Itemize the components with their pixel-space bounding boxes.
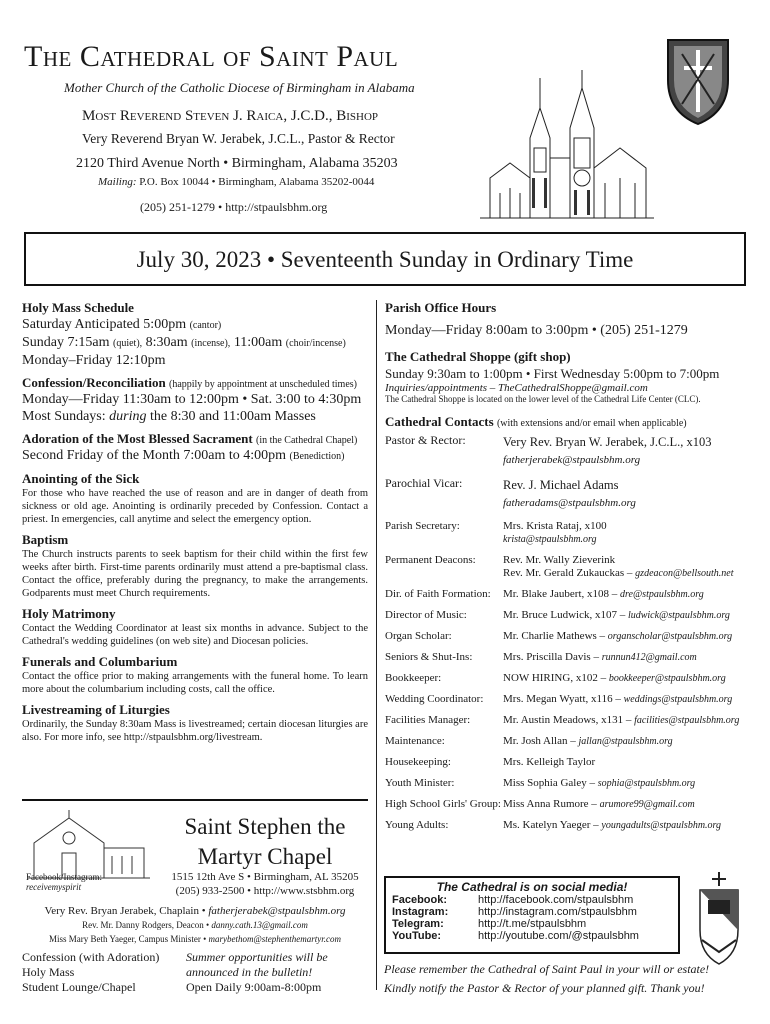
social-platform: Facebook: — [392, 894, 448, 906]
adoration-title — [22, 431, 368, 447]
baptism — [22, 532, 368, 600]
contact-row — [385, 672, 750, 685]
contacts — [385, 414, 750, 832]
baptism-text: The Church instructs parents to seek baptism for their child within the first few weeks after birth. First-time parents ordinarily must attend a pre-baptismal class. Contact the office, preferably during the pregnancy, to make the arrangements. Godparents must meet Church requirements. — [22, 549, 368, 599]
chapel-schedule-row — [22, 950, 368, 965]
deacon-email: danny.cath.13@gmail.com — [211, 920, 308, 930]
contact-role: Organ Scholar: — [385, 630, 452, 642]
contact-row — [385, 630, 750, 643]
contacts-note: (with extensions and/or email when applicable) — [496, 418, 687, 429]
confession-heading: Confession/Reconciliation — [22, 375, 166, 390]
chapel-schedule-row — [22, 965, 368, 980]
contact-role: Pastor & Rector: — [385, 433, 466, 447]
mailing-label: Mailing: — [98, 176, 137, 188]
livestream-title: Livestreaming of Liturgies — [22, 702, 170, 717]
coat-of-arms-icon — [690, 870, 748, 966]
social-row — [392, 894, 672, 906]
deacon-name: Rev. Mr. Danny Rodgers, Deacon • — [82, 920, 212, 930]
contact-row — [385, 798, 750, 811]
chapel-social-handle: receivemyspirit — [26, 882, 82, 892]
chapel-schedule-label: Student Lounge/Chapel — [22, 980, 136, 994]
contact-row — [385, 693, 750, 706]
deacon-line — [22, 918, 368, 932]
shoppe-hours: Sunday 9:30am to 1:00pm • First Wednesday 5:00pm to 7:00pm — [385, 366, 720, 381]
mass-schedule — [22, 300, 368, 369]
social-row — [392, 918, 672, 930]
contact-detail — [503, 520, 750, 546]
contact-name: NOW HIRING, x102 – — [503, 672, 609, 684]
contacts-heading: Cathedral Contacts — [385, 414, 494, 429]
social-list — [392, 894, 672, 942]
phone-web-line: (205) 251-1279 • http://stpaulsbhm.org — [140, 200, 328, 214]
social-platform: Instagram: — [392, 906, 449, 918]
contact-name: Miss Sophia Galey – — [503, 777, 598, 789]
contact-role: Permanent Deacons: — [385, 554, 476, 566]
contact-name-2: Rev. Mr. Gerald Zukauckas – — [503, 567, 636, 579]
contact-name: Mr. Bruce Ludwick, x107 – — [503, 609, 628, 621]
chapel-schedule-value: announced in the bulletin! — [186, 965, 313, 979]
contact-name: Mr. Austin Meadows, x131 – — [503, 714, 635, 726]
contact-name: Mrs. Priscilla Davis – — [503, 651, 602, 663]
contact-name: Mrs. Megan Wyatt, x116 – — [503, 693, 624, 705]
contact-detail — [503, 819, 750, 832]
confession-sunday-b: during — [109, 409, 147, 424]
chaplain-line — [22, 904, 368, 918]
mass-sunday-note-3: (choir/incense) — [285, 338, 346, 349]
cathedral-illustration — [470, 68, 662, 228]
chapel-divider — [22, 799, 368, 801]
contact-role: Youth Minister: — [385, 777, 455, 789]
diocese-crest-icon — [660, 34, 736, 126]
campus-email: marybethom@stephenthemartyr.com — [208, 934, 342, 944]
social-platform: YouTube: — [392, 930, 442, 942]
chapel-staff — [22, 904, 368, 946]
contact-email[interactable]: ludwick@stpaulsbhm.org — [627, 610, 730, 621]
contact-email[interactable]: krista@stpaulsbhm.org — [503, 534, 597, 545]
confession-sunday — [22, 408, 368, 425]
contact-row — [385, 554, 750, 580]
anointing-title: Anointing of the Sick — [22, 471, 140, 486]
contact-row — [385, 477, 750, 512]
contact-email[interactable]: facilities@stpaulsbhm.org — [634, 715, 740, 726]
chaplain-email: fatherjerabek@stpaulsbhm.org — [208, 905, 346, 917]
contact-email[interactable]: bookkeeper@stpaulsbhm.org — [608, 673, 726, 684]
contact-role: Parish Secretary: — [385, 520, 460, 532]
confession-title — [22, 375, 368, 391]
mass-sunday — [22, 334, 368, 352]
contact-detail — [503, 714, 750, 727]
mass-sunday-time-1: Sunday 7:15am — [22, 335, 110, 350]
date-banner — [24, 232, 746, 286]
mass-weekday: Monday–Friday 12:10pm — [22, 353, 166, 368]
contact-email[interactable]: organscholar@stpaulsbhm.org — [607, 631, 733, 642]
chapel-social-label: Facebook/Instagram: — [26, 872, 102, 882]
social-row — [392, 930, 672, 942]
contact-email[interactable]: youngadults@stpaulsbhm.org — [601, 820, 722, 831]
bishop-line: Most Reverend Steven J. Raica, J.C.D., Bishop — [82, 108, 379, 124]
mailing-address: P.O. Box 10044 • Birmingham, Alabama 35202-0044 — [139, 176, 375, 188]
office-hours-title: Parish Office Hours — [385, 300, 497, 315]
confession-note: (happily by appointment at unscheduled times) — [168, 379, 357, 390]
chapel-schedule-value: Summer opportunities will be — [186, 950, 328, 964]
contact-detail — [503, 693, 750, 706]
contact-name: Mrs. Kelleigh Taylor — [503, 756, 596, 768]
funerals — [22, 654, 368, 696]
mass-saturday-note: (cantor) — [189, 320, 222, 331]
contact-email[interactable]: runnun412@gmail.com — [601, 652, 697, 663]
social-link[interactable]: http://instagram.com/stpaulsbhm — [478, 906, 637, 918]
campus-line — [22, 932, 368, 946]
confession — [22, 375, 368, 425]
contact-name: Mrs. Krista Rataj, x100 — [503, 520, 607, 532]
contact-name: Rev. Mr. Wally Zieverink — [503, 554, 616, 566]
mass-schedule-title: Holy Mass Schedule — [22, 300, 134, 315]
contacts-list — [385, 434, 750, 832]
mass-sunday-time-2: 8:30am — [142, 335, 188, 350]
contact-detail — [503, 630, 750, 643]
contact-email[interactable]: fatherjerabek@stpaulsbhm.org — [503, 454, 641, 466]
contact-detail — [503, 434, 750, 469]
contact-role: Wedding Coordinator: — [385, 693, 484, 705]
office-hours — [385, 300, 750, 339]
contact-role: Young Adults: — [385, 819, 449, 831]
address-line: 2120 Third Avenue North • Birmingham, Alabama 35203 — [76, 156, 398, 171]
livestream — [22, 702, 368, 744]
contact-row — [385, 588, 750, 601]
contact-row — [385, 714, 750, 727]
column-divider — [376, 300, 377, 990]
contact-name: Mr. Charlie Mathews – — [503, 630, 608, 642]
contact-email[interactable]: weddings@stpaulsbhm.org — [623, 694, 733, 705]
contact-row — [385, 756, 750, 769]
confession-weekday: Monday—Friday 11:30am to 12:00pm • Sat. 3:00 to 4:30pm — [22, 392, 362, 407]
chapel-schedule — [22, 950, 368, 995]
contact-name: Very Rev. Bryan W. Jerabek, J.C.L., x103 — [503, 435, 712, 449]
contact-detail — [503, 554, 750, 580]
office-hours-text: Monday—Friday 8:00am to 3:00pm • (205) 251-1279 — [385, 323, 688, 338]
contact-row — [385, 777, 750, 790]
contact-detail — [503, 672, 750, 685]
mailing-line — [98, 176, 374, 188]
adoration — [22, 431, 368, 465]
shoppe-inquiries: Inquiries/appointments – TheCathedralShoppe@gmail.com — [385, 382, 648, 394]
chapel-street: 1515 12th Ave S • Birmingham, AL 35205 — [171, 871, 359, 883]
contact-email[interactable]: sophia@stpaulsbhm.org — [597, 778, 696, 789]
closing-line-1: Please remember the Cathedral of Saint Paul in your will or estate! — [384, 962, 710, 976]
contact-detail — [503, 756, 750, 769]
mass-sunday-time-3: 11:00am — [230, 335, 283, 350]
baptism-title: Baptism — [22, 532, 69, 547]
anointing-text: For those who have reached the use of reason and are in danger of death from sickness or old age. Anointing is ordinarily preceded by Confession. Contact a priest. In emergencies, call anytime and select the emergency option. — [22, 488, 368, 525]
chapel-title: Saint Stephen the Martyr Chapel — [184, 814, 346, 869]
contact-detail — [503, 588, 750, 601]
adoration-text: Second Friday of the Month 7:00am to 4:00pm — [22, 448, 287, 463]
social-platform: Telegram: — [392, 918, 444, 930]
mass-saturday — [22, 316, 368, 334]
closing-line-2: Kindly notify the Pastor & Rector of your planned gift. Thank you! — [384, 981, 705, 995]
contact-detail — [503, 477, 750, 512]
social-link[interactable]: http://youtube.com/@stpaulsbhm — [478, 930, 639, 942]
contact-email[interactable]: fatheradams@stpaulsbhm.org — [503, 497, 636, 509]
contact-row — [385, 609, 750, 622]
contact-role: Maintenance: — [385, 735, 445, 747]
contact-role: Parochial Vicar: — [385, 476, 463, 490]
matrimony-title: Holy Matrimony — [22, 606, 116, 621]
contact-role: Dir. of Faith Formation: — [385, 588, 491, 600]
social-title: The Cathedral is on social media! — [436, 880, 628, 894]
social-media-box — [384, 876, 680, 954]
matrimony — [22, 606, 368, 648]
contact-name: Ms. Katelyn Yaeger – — [503, 819, 602, 831]
contact-role: High School Girls' Group: — [385, 798, 501, 810]
adoration-note: (in the Cathedral Chapel) — [255, 435, 358, 446]
contact-detail — [503, 798, 750, 811]
liturgical-date: July 30, 2023 • Seventeenth Sunday in Ordinary Time — [136, 247, 634, 272]
chapel-address — [160, 870, 370, 898]
contact-row — [385, 651, 750, 664]
social-link[interactable]: http://facebook.com/stpaulsbhm — [478, 894, 634, 906]
livestream-text: Ordinarily, the Sunday 8:30am Mass is livestreamed; certain diocesan liturgies are also. For more info, see http://stpaulsbhm.org/livestream. — [22, 719, 368, 743]
contact-detail — [503, 609, 750, 622]
shoppe-title: The Cathedral Shoppe (gift shop) — [385, 349, 571, 364]
chapel-schedule-row — [22, 980, 368, 995]
contact-detail — [503, 651, 750, 664]
confession-sunday-c: the 8:30 and 11:00am Masses — [146, 409, 316, 424]
social-row — [392, 906, 672, 918]
contact-role: Bookkeeper: — [385, 672, 442, 684]
chaplain-name: Very Rev. Bryan Jerabek, Chaplain • — [44, 905, 209, 917]
contact-name: Miss Anna Rumore – — [503, 798, 600, 810]
pastor-line: Very Reverend Bryan W. Jerabek, J.C.L., Pastor & Rector — [82, 131, 395, 146]
contact-name: Rev. J. Michael Adams — [503, 478, 619, 492]
adoration-time — [22, 447, 368, 465]
subtitle: Mother Church of the Catholic Diocese of Birmingham in Alabama — [64, 80, 415, 95]
contact-detail — [503, 777, 750, 790]
social-link[interactable]: http://t.me/stpaulsbhm — [478, 918, 587, 930]
contact-name: Mr. Blake Jaubert, x108 – — [503, 588, 621, 600]
contact-detail — [503, 735, 750, 748]
contact-email[interactable]: dre@stpaulsbhm.org — [620, 589, 704, 600]
anointing — [22, 471, 368, 526]
contact-row — [385, 520, 750, 546]
mass-sunday-note-2: (incense), — [191, 338, 231, 349]
chapel-schedule-label: Confession (with Adoration) — [22, 950, 160, 964]
adoration-heading: Adoration of the Most Blessed Sacrament — [22, 431, 253, 446]
contact-role: Director of Music: — [385, 609, 467, 621]
contact-role: Housekeeping: — [385, 756, 451, 768]
chapel-phone-web: (205) 933-2500 • http://www.stsbhm.org — [175, 885, 355, 897]
chapel-schedule-label: Holy Mass — [22, 965, 75, 979]
adoration-text-note: (Benediction) — [289, 451, 345, 462]
contact-email[interactable]: jallan@stpaulsbhm.org — [578, 736, 673, 747]
contact-row — [385, 735, 750, 748]
contacts-title — [385, 414, 750, 430]
mass-sunday-note-1: (quiet), — [113, 338, 143, 349]
chapel-schedule-value: Open Daily 9:00am-8:00pm — [186, 980, 322, 994]
funerals-text: Contact the office prior to making arrangements with the funeral home. To learn more about the columbarium including costs, call the office. — [22, 671, 368, 695]
contact-role: Seniors & Shut-Ins: — [385, 651, 473, 663]
closing-message — [384, 960, 750, 998]
contact-row — [385, 819, 750, 832]
contact-row — [385, 434, 750, 469]
contact-email[interactable]: arumore99@gmail.com — [599, 799, 695, 810]
confession-sunday-a: Most Sundays: — [22, 409, 110, 424]
mass-saturday-time: Saturday Anticipated 5:00pm — [22, 317, 187, 332]
campus-name: Miss Mary Beth Yaeger, Campus Minister • — [48, 934, 209, 944]
contact-email-2[interactable]: gzdeacon@bellsouth.net — [635, 568, 734, 579]
shoppe-location: The Cathedral Shoppe is located on the lower level of the Cathedral Life Center (CLC). — [385, 394, 701, 404]
contact-role: Facilities Manager: — [385, 714, 471, 726]
right-column — [385, 300, 750, 840]
matrimony-text: Contact the Wedding Coordinator at least six months in advance. Subject to the Cathedral's wedding guidelines (on web site) and Diocesan policies. — [22, 623, 368, 647]
page-title: The Cathedral of Saint Paul — [24, 40, 399, 73]
shoppe — [385, 349, 750, 404]
chapel-social — [26, 872, 102, 892]
contact-name: Mr. Josh Allan – — [503, 735, 579, 747]
left-column — [22, 300, 368, 750]
funerals-title: Funerals and Columbarium — [22, 654, 178, 669]
